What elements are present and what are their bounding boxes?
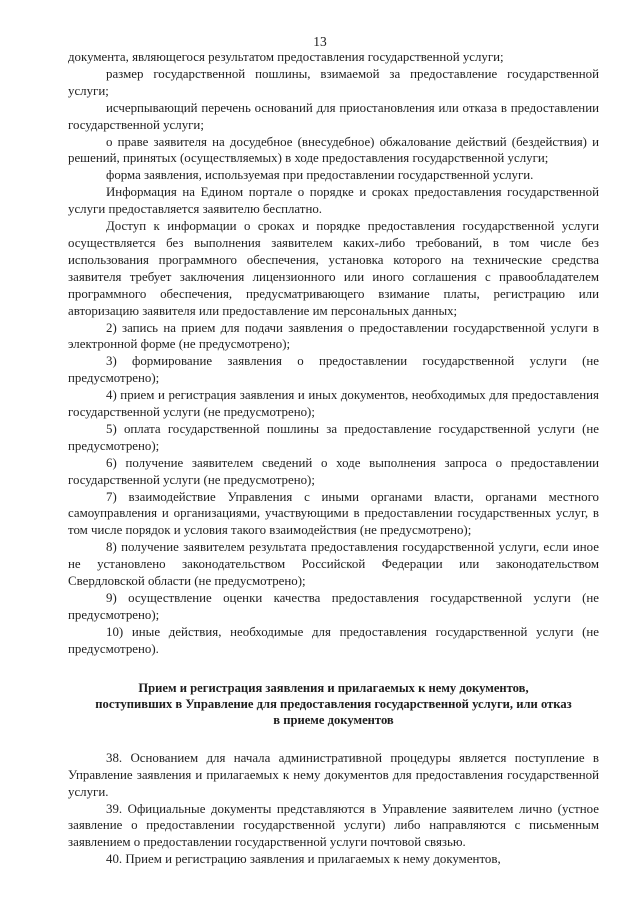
paragraph: 5) оплата государственной пошлины за предоставление государственной услуги (не предусмотрено); bbox=[68, 421, 599, 453]
paragraph: 2) запись на прием для подачи заявления о предоставлении государственной услуги в электронной форме (не предусмотрено); bbox=[68, 320, 599, 352]
section-heading bbox=[68, 680, 599, 729]
paragraphs-top bbox=[68, 49, 599, 658]
paragraph: 40. Прием и регистрацию заявления и прилагаемых к нему документов, bbox=[106, 852, 501, 867]
section-heading-line-3: в приеме документов bbox=[273, 713, 394, 728]
section-heading-line-1: Прием и регистрация заявления и прилагаемых к нему документов, bbox=[138, 680, 529, 695]
paragraph: Доступ к информации о сроках и порядке предоставления государственной услуги осуществляется без выполнения заявителем каких-либо требований, в том числе без использования программного обеспечения, установка которого на технические средства заявителя требует заключения лицензионного или иного соглашения с правообладателем программного обеспечения, предусматривающего взимание платы, регистрацию или авторизацию заявителя или предоставление им персональных данных; bbox=[68, 219, 599, 318]
paragraph: 6) получение заявителем сведений о ходе выполнения запроса о предоставлении государственной услуги (не предусмотрено); bbox=[68, 455, 599, 487]
paragraph: Информация на Едином портале о порядке и сроках предоставления государственной услуги предоставляется заявителю бесплатно. bbox=[68, 185, 599, 217]
paragraph: 4) прием и регистрация заявления и иных документов, необходимых для предоставления государственной услуги (не предусмотрено); bbox=[68, 388, 599, 420]
paragraph: исчерпывающий перечень оснований для приостановления или отказа в предоставлении государственной услуги; bbox=[68, 100, 599, 132]
paragraph: 38. Основанием для начала административной процедуры является поступление в Управление заявления и прилагаемых к нему документов для предоставления государственной услуги. bbox=[68, 750, 599, 799]
paragraph: о праве заявителя на досудебное (внесудебное) обжалование действий (бездействия) и решений, принятых (осуществляемых) в ходе предоставления государственной услуги; bbox=[68, 134, 599, 166]
paragraph: 39. Официальные документы представляются в Управление заявителем лично (устное заявление о предоставлении государственной услуги) либо направляются с письменным заявлением о предоставлении государственной услуги почтовой связью. bbox=[68, 801, 599, 850]
paragraph: 9) осуществление оценки качества предоставления государственной услуги (не предусмотрено); bbox=[68, 591, 599, 622]
paragraph: 8) получение заявителем результата предоставления государственной услуги, если иное не установлено законодательством Российской Федерации или законодательством Свердловской области (не предусмотрено); bbox=[68, 540, 599, 589]
paragraphs-bottom bbox=[68, 750, 599, 868]
paragraph: 7) взаимодействие Управления с иными органами власти, органами местного самоуправления и организациями, участвующими в предоставлении государственных услуг, в том числе порядок и условия такого взаимодействия (не предусмотрено); bbox=[68, 489, 599, 538]
paragraph: документа, являющегося результатом предоставления государственной услуги; bbox=[68, 50, 504, 64]
paragraph: размер государственной пошлины, взимаемой за предоставление государственной услуги; bbox=[68, 66, 599, 98]
document-body bbox=[68, 49, 599, 868]
page-number: 13 bbox=[313, 34, 327, 49]
section-heading-line-2: поступивших в Управление для предоставления государственной услуги, или отказ bbox=[95, 697, 572, 712]
paragraph: 3) формирование заявления о предоставлении государственной услуги (не предусмотрено); bbox=[68, 354, 599, 386]
paragraph: 10) иные действия, необходимые для предоставления государственной услуги (не предусмотрено). bbox=[68, 624, 599, 656]
paragraph: форма заявления, используемая при предоставлении государственной услуги. bbox=[106, 168, 534, 183]
